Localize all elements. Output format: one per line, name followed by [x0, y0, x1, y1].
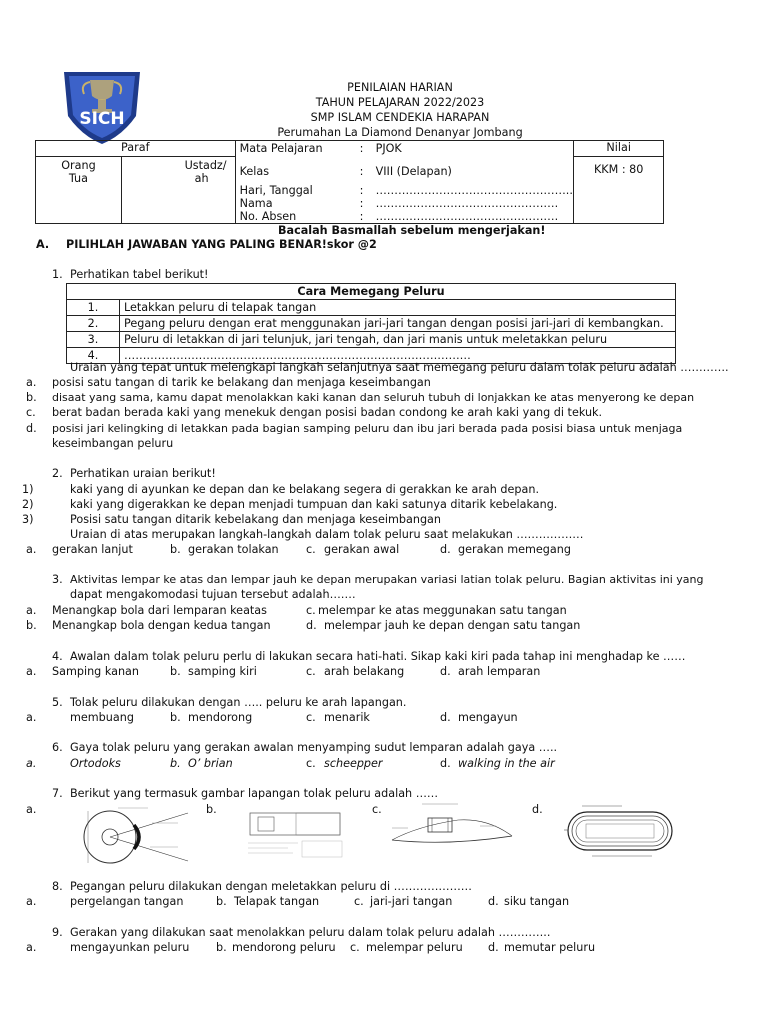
question-3-text-2: dapat mengakomodasi tujuan tersebut adalah……. — [70, 588, 356, 601]
q8-option-a: pergelangan tangan — [70, 895, 184, 908]
mata-pelajaran-label: Mata Pelajaran — [239, 142, 323, 155]
q9-option-b: mendorong peluru — [232, 941, 336, 954]
question-8-text: Pegangan peluru dilakukan dengan meletakkan peluru di ………………… — [70, 880, 472, 893]
q5-option-a: membuang — [70, 711, 134, 724]
q3-option-b: Menangkap bola dengan kedua tangan — [52, 619, 271, 632]
option-letter: a. — [26, 543, 37, 556]
question-number: 5. — [52, 696, 63, 709]
option-letter: d. — [532, 803, 543, 816]
field-diagram-a — [78, 803, 194, 867]
hari-tanggal-value: …………………………………………….. — [375, 184, 573, 197]
q5-option-d: mengayun — [458, 711, 518, 724]
basmallah-instruction: Bacalah Basmallah sebelum mengerjakan! — [278, 224, 546, 237]
header-line-4: Perumahan La Diamond Denanyar Jombang — [277, 126, 523, 139]
question-2-stem: Uraian di atas merupakan langkah-langkah dalam tolak peluru saat melakukan ……………… — [70, 528, 584, 541]
option-letter: d. — [440, 543, 451, 556]
row-text: Letakkan peluru di telapak tangan — [120, 300, 676, 316]
q6-option-a: Ortodoks — [70, 757, 121, 770]
q1-option-d: posisi jari kelingking di letakkan pada bagian samping peluru dan ibu jari berada pada posisi biasa untuk menjaga — [52, 422, 683, 435]
q4-option-a: Samping kanan — [52, 665, 139, 678]
question-number: 7. — [52, 787, 63, 800]
q1-option-d-cont: keseimbangan peluru — [52, 437, 174, 450]
orang-tua-line-1: Orang — [61, 159, 96, 173]
orang-tua-line-2: Tua — [68, 172, 88, 186]
q8-option-b: Telapak tangan — [234, 895, 320, 908]
q1-option-a: posisi satu tangan di tarik ke belakang dan menjaga keseimbangan — [52, 376, 431, 389]
q1-option-c: berat badan berada kaki yang menekuk dengan posisi badan condong ke arah kaki yang di tekuk. — [52, 406, 603, 419]
field-diagram-b — [238, 805, 350, 865]
q6-option-b: O’ brian — [188, 757, 233, 770]
field-diagram-d — [562, 800, 678, 862]
table-row — [67, 300, 676, 316]
option-letter: b. — [206, 803, 217, 816]
field-diagram-c — [388, 800, 514, 860]
option-letter: a. — [26, 803, 37, 816]
option-letter: d. — [440, 711, 451, 724]
q2-item-2: kaki yang digerakkan ke depan menjadi tumpuan dan kaki satunya ditarik kebelakang. — [70, 498, 558, 511]
school-logo — [52, 66, 152, 146]
option-letter: d. — [440, 757, 451, 770]
colon: : — [359, 210, 364, 223]
q5-option-c: menarik — [324, 711, 370, 724]
option-letter: a. — [26, 604, 37, 617]
option-letter: c. — [306, 711, 316, 724]
q8-option-c: jari-jari tangan — [370, 895, 453, 908]
item-number: 3) — [22, 513, 34, 526]
header-line-1: PENILAIAN HARIAN — [347, 81, 453, 94]
logo-text: SICH — [79, 109, 125, 129]
nilai-label: Nilai — [574, 141, 664, 157]
orang-tua-cell — [36, 157, 122, 224]
q2-item-3: Posisi satu tangan ditarik kebelakang dan menjaga keseimbangan — [70, 513, 441, 526]
option-letter: a. — [26, 757, 37, 770]
header-line-2: TAHUN PELAJARAN 2022/2023 — [315, 96, 485, 109]
question-number: 4. — [52, 650, 63, 663]
q6-option-c: scheepper — [324, 757, 383, 770]
q2-option-d: gerakan memegang — [458, 543, 571, 556]
option-letter: c. — [354, 895, 364, 908]
ustadz-line-2: ah — [194, 172, 209, 186]
ustadz-cell — [121, 157, 235, 224]
option-letter: a. — [26, 895, 37, 908]
option-letter: b. — [26, 391, 37, 404]
mata-pelajaran-value: PJOK — [375, 142, 402, 155]
q2-option-a: gerakan lanjut — [52, 543, 133, 556]
nama-value: …………………………………………. — [375, 197, 559, 210]
subject-info-cell — [235, 141, 574, 224]
option-letter: b. — [26, 619, 37, 632]
q3-option-a: Menangkap bola dari lemparan keatas — [52, 604, 267, 617]
ustadz-line-1: Ustadz/ — [184, 159, 227, 173]
hari-tanggal-label: Hari, Tanggal — [239, 184, 313, 197]
row-number: 4. — [67, 348, 120, 364]
option-letter: b. — [170, 711, 181, 724]
question-number: 9. — [52, 926, 63, 939]
q4-option-b: samping kiri — [188, 665, 257, 678]
question-3-text: Aktivitas lempar ke atas dan lempar jauh ke depan merupakan variasi latian tolak peluru. Bagian aktivitas ini yang — [70, 573, 704, 586]
colon: : — [359, 197, 364, 210]
row-number: 1. — [67, 300, 120, 316]
q3-option-d: melempar jauh ke depan dengan satu tangan — [324, 619, 581, 632]
no-absen-label: No. Absen — [239, 210, 297, 223]
q9-option-c: melempar peluru — [366, 941, 463, 954]
colon: : — [359, 142, 364, 155]
table-title: Cara Memegang Peluru — [67, 284, 676, 300]
question-6-text: Gaya tolak peluru yang gerakan awalan menyamping sudut lemparan adalah gaya ….. — [70, 741, 558, 754]
kkm-cell: KKM : 80 — [574, 157, 664, 224]
option-letter: b. — [170, 757, 181, 770]
q8-option-d: siku tangan — [504, 895, 570, 908]
q4-option-c: arah belakang — [324, 665, 405, 678]
table-row — [67, 332, 676, 348]
q1-option-b: disaat yang sama, kamu dapat menolakkan kaki kanan dan seluruh tubuh di lonjakkan ke atas menyerong ke depan — [52, 391, 695, 404]
option-letter: a. — [26, 376, 37, 389]
q3-option-c: melempar ke atas meggunakan satu tangan — [318, 604, 567, 617]
question-1-stem: Uraian yang tepat untuk melengkapi langkah selanjutnya saat memegang peluru dalam tolak peluru adalah …………. — [70, 361, 729, 374]
q4-option-d: arah lemparan — [458, 665, 541, 678]
header-line-3: SMP ISLAM CENDEKIA HARAPAN — [310, 111, 490, 124]
student-info-table — [35, 140, 664, 224]
question-9-text: Gerakan yang dilakukan saat menolakkan peluru dalam tolak peluru adalah ………….. — [70, 926, 551, 939]
question-number: 3. — [52, 573, 63, 586]
option-letter: c. — [372, 803, 382, 816]
no-absen-value: …………………………………………. — [375, 210, 559, 223]
nama-label: Nama — [239, 197, 273, 210]
option-letter: c. — [306, 665, 316, 678]
option-letter: d. — [440, 665, 451, 678]
kelas-label: Kelas — [239, 165, 270, 178]
section-title: PILIHLAH JAWABAN YANG PALING BENAR!skor @2 — [66, 238, 377, 251]
section-letter: A. — [36, 238, 50, 251]
q9-option-a: mengayunkan peluru — [70, 941, 190, 954]
colon: : — [359, 184, 364, 197]
option-letter: d. — [26, 422, 37, 435]
option-letter: d. — [306, 619, 317, 632]
question-1-text: Perhatikan tabel berikut! — [70, 268, 209, 281]
option-letter: b. — [216, 895, 227, 908]
question-number: 1. — [52, 268, 63, 281]
row-number: 3. — [67, 332, 120, 348]
option-letter: b. — [216, 941, 227, 954]
option-letter: c. — [306, 757, 316, 770]
q6-option-d: walking in the air — [458, 757, 555, 770]
question-2-text: Perhatikan uraian berikut! — [70, 467, 216, 480]
option-letter: a. — [26, 665, 37, 678]
option-letter: c. — [350, 941, 360, 954]
option-letter: a. — [26, 711, 37, 724]
school-header — [180, 80, 620, 140]
q2-item-1: kaki yang di ayunkan ke depan dan ke belakang segera di gerakkan ke arah depan. — [70, 483, 540, 496]
item-number: 2) — [22, 498, 34, 511]
row-text: ………………………………………………………………………………… — [120, 348, 676, 364]
option-letter: b. — [170, 543, 181, 556]
option-letter: a. — [26, 941, 37, 954]
question-number: 8. — [52, 880, 63, 893]
paraf-label: Paraf — [36, 141, 236, 157]
item-number: 1) — [22, 483, 34, 496]
kelas-value: VIII (Delapan) — [375, 165, 452, 178]
row-text: Pegang peluru dengan erat menggunakan jari-jari tangan dengan posisi jari-jari di kembangkan. — [120, 316, 676, 332]
row-text: Peluru di letakkan di jari telunjuk, jari tengah, dan jari manis untuk meletakkan peluru — [120, 332, 676, 348]
question-7-text: Berikut yang termasuk gambar lapangan tolak peluru adalah …… — [70, 787, 439, 800]
cara-memegang-table — [66, 283, 676, 364]
question-4-text: Awalan dalam tolak peluru perlu di lakukan secara hati-hati. Sikap kaki kiri pada tahap ini menghadap ke …… — [70, 650, 686, 663]
colon: : — [359, 165, 364, 178]
option-letter: c. — [26, 406, 36, 419]
option-letter: d. — [488, 895, 499, 908]
row-number: 2. — [67, 316, 120, 332]
question-number: 6. — [52, 741, 63, 754]
q2-option-b: gerakan tolakan — [188, 543, 279, 556]
q9-option-d: memutar peluru — [504, 941, 596, 954]
q5-option-b: mendorong — [188, 711, 253, 724]
option-letter: d. — [488, 941, 499, 954]
question-number: 2. — [52, 467, 63, 480]
table-row — [67, 316, 676, 332]
question-5-text: Tolak peluru dilakukan dengan ….. peluru ke arah lapangan. — [70, 696, 407, 709]
option-letter: b. — [170, 665, 181, 678]
q2-option-c: gerakan awal — [324, 543, 400, 556]
option-letter: c. — [306, 543, 316, 556]
option-letter: c. — [306, 604, 316, 617]
